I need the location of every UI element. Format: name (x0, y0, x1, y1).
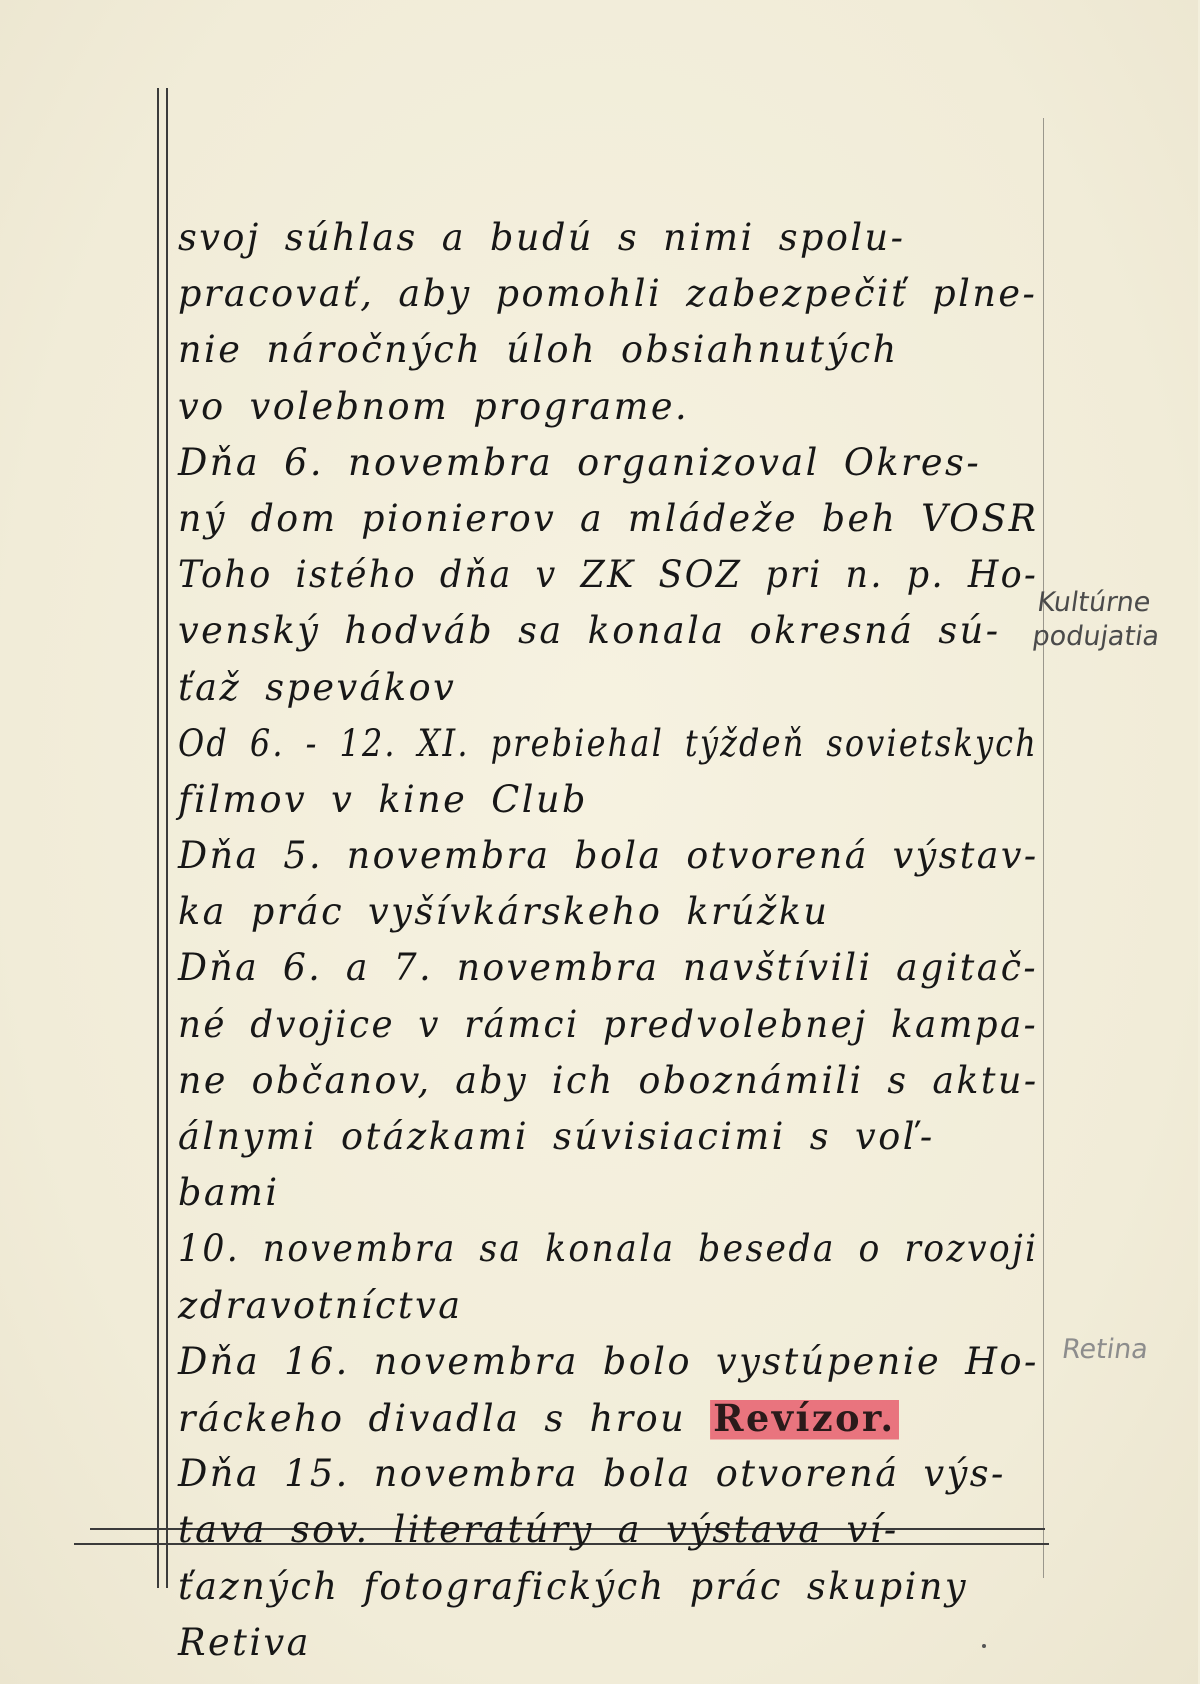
text-line: Dňa 6. novembra organizoval Okres- (178, 440, 982, 484)
text-line: ráckeho divadla s hrou Revízor. (178, 1390, 1038, 1446)
text-line: ka prác vyšívkárskeho krúžku (178, 890, 830, 934)
text-line: bami (178, 1171, 280, 1215)
handwritten-text (178, 210, 1048, 1671)
text-line: tava sov. literatúry a výstava ví- (178, 1508, 899, 1552)
text-line: Dňa 16. novembra bolo vystúpenie Ho- (178, 1339, 1039, 1383)
text-line: né dvojice v rámci predvolebnej kampa- (178, 1002, 1039, 1046)
margin-line-left-inner (166, 88, 168, 1588)
margin-line-left-outer (157, 88, 159, 1588)
text-line: venský hodváb sa konala okresná sú- (178, 609, 1001, 653)
text-line: Od 6. - 12. XI. prebiehal týždeň sovietskych (178, 721, 1038, 765)
margin-note-kulturne: Kultúrne podujatia (1030, 587, 1162, 652)
text-line: 10. novembra sa konala beseda o rozvoji (178, 1227, 1039, 1271)
text-line: Dňa 6. a 7. novembra navštívili agitač- (178, 946, 1039, 990)
text-line: álnymi otázkami súvisiacimi s voľ- (178, 1115, 935, 1158)
text-line: Dňa 15. novembra bola otvorená výs- (178, 1452, 1006, 1496)
text-line: Toho istého dňa v ZK SOZ pri n. p. Ho- (178, 553, 1039, 597)
highlighted-play-title: Revízor. (710, 1390, 898, 1446)
text-line: filmov v kine Club (178, 777, 588, 821)
text-line: Dňa 5. novembra bola otvorená výstav- (178, 834, 1039, 878)
text-line: Retiva (178, 1620, 311, 1664)
text-line: pracovať, aby pomohli zabezpečiť plne- (178, 272, 1038, 316)
margin-note-retina: Retina (1059, 1334, 1151, 1365)
ink-dot (982, 1644, 986, 1648)
text-line: ťaž spevákov (178, 665, 457, 709)
text-line: nie náročných úloh obsiahnutých (178, 328, 899, 372)
text-line: zdravotníctva (178, 1283, 463, 1327)
text-line: ný dom pionierov a mládeže beh VOSR (178, 496, 1039, 540)
text-line: ne občanov, aby ich oboznámili s aktu- (178, 1058, 1039, 1102)
text-line: svoj súhlas a budú s nimi spolu- (178, 216, 906, 259)
text-line: vo volebnom programe. (178, 384, 690, 428)
text-line: ťazných fotografických prác skupiny (178, 1564, 969, 1608)
